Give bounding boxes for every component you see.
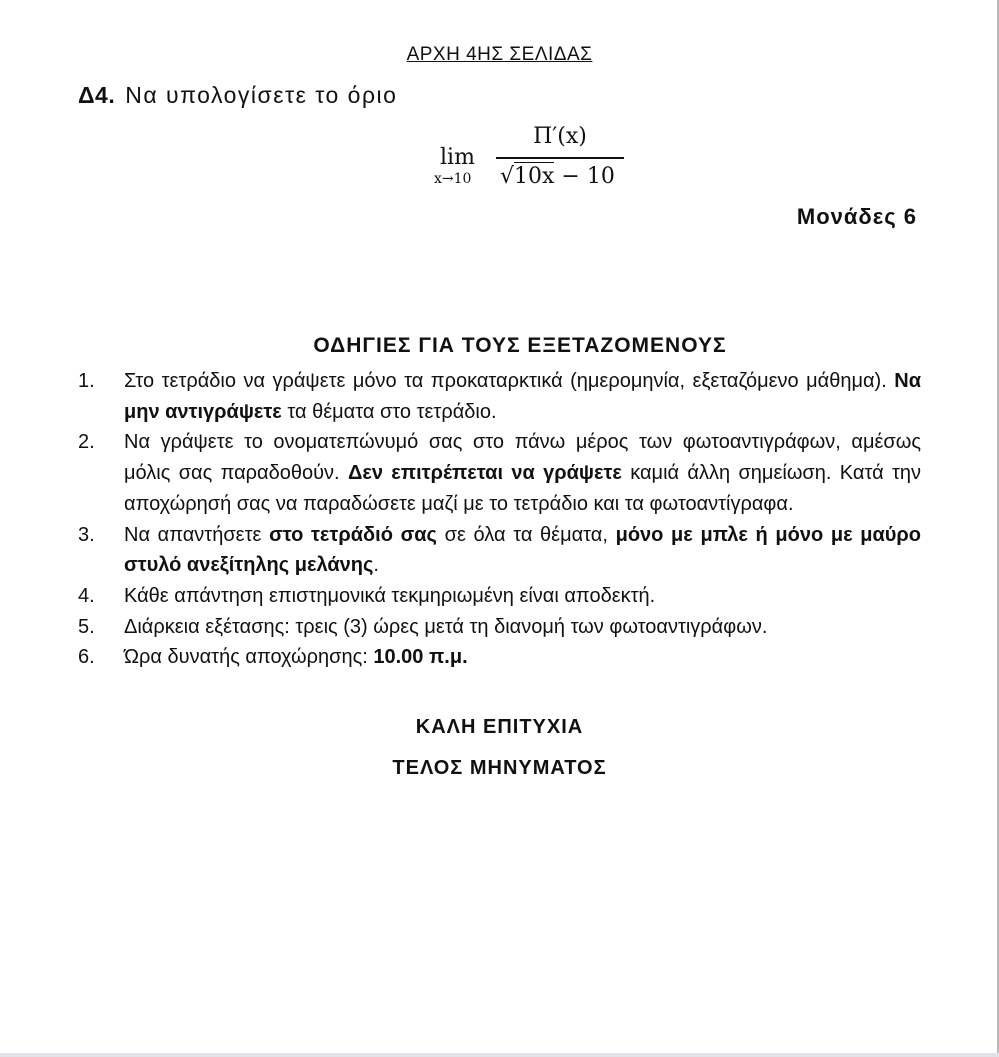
limit-formula — [432, 122, 632, 198]
instruction-number: 5. — [78, 615, 95, 638]
instruction-text: καμιά άλλη σημείωση. Κατά την αποχώρησή σας να παραδώσετε μαζί με το τετράδιο και τα φωτοαντίγραφα. — [124, 462, 922, 515]
instructions-list — [78, 366, 921, 673]
page-header: ΑΡΧΗ 4ΗΣ ΣΕΛΙΔΑΣ — [406, 44, 593, 65]
fraction-denominator — [500, 164, 624, 189]
instruction-number: 1. — [78, 370, 95, 392]
instruction-text: τα θέματα στο τετράδιο. — [281, 400, 497, 423]
fraction — [496, 122, 624, 198]
end-of-message-text: ΤΕΛΟΣ ΜΗΝΥΜΑΤΟΣ — [392, 757, 607, 779]
instruction-bold: στο τετράδιό σας — [269, 523, 437, 546]
question-d4 — [78, 82, 397, 109]
lim-operator: lim — [440, 145, 475, 170]
question-text: Να υπολογίσετε το όριο — [125, 82, 398, 108]
instruction-text: Να γράψετε το ονοματεπώνυμό σας στο πάνω μέρος των φωτοαντιγράφων, αμέσως μόλις σας παραδοθούν. — [124, 431, 921, 485]
instruction-item — [78, 520, 921, 581]
instruction-number: 6. — [78, 646, 95, 669]
instruction-number: 2. — [78, 431, 95, 454]
marks-label: Μονάδες 6 — [796, 204, 917, 229]
instruction-text: σε όλα τα θέματα, — [436, 523, 616, 546]
radicand: 10x — [514, 164, 555, 189]
instruction-item — [78, 612, 921, 643]
instruction-text: Ώρα δυνατής αποχώρησης: — [124, 646, 374, 669]
instruction-bold: Να μην αντιγράψετε — [124, 370, 921, 423]
instruction-text: Στο τετράδιο να γράψετε μόνο τα προκαταρκτικά (ημερομηνία, εξεταζόμενο μάθημα). — [124, 370, 895, 392]
instruction-item — [78, 642, 921, 673]
instruction-text: Κάθε απάντηση επιστημονικά τεκμηριωμένη είναι αποδεκτή. — [124, 584, 656, 607]
instructions-title: ΟΔΗΓΙΕΣ ΓΙΑ ΤΟΥΣ ΕΞΕΤΑΖΟΜΕΝΟΥΣ — [313, 334, 727, 357]
instruction-bold: μόνο με μπλε ή μόνο με μαύρο στυλό ανεξίτηλης μελάνης — [124, 523, 922, 577]
instruction-item — [78, 581, 921, 612]
question-number: Δ4. — [78, 82, 116, 108]
instruction-text: Διάρκεια εξέτασης: τρεις (3) ώρες μετά τη διανομή των φωτοαντιγράφων. — [124, 615, 768, 638]
square-root-sign: √ — [500, 164, 515, 189]
instruction-bold: 10.00 π.μ. — [373, 646, 468, 669]
fraction-numerator: Π′(x) — [533, 124, 587, 149]
instruction-item — [78, 366, 921, 427]
lim-subscript: x→10 — [434, 171, 472, 187]
instruction-text: Να απαντήσετε — [124, 523, 270, 546]
instruction-number: 4. — [78, 584, 95, 607]
instruction-number: 3. — [78, 523, 95, 546]
instruction-item — [78, 427, 921, 519]
good-luck-text: ΚΑΛΗ ΕΠΙΤΥΧΙΑ — [415, 716, 584, 738]
minus-term: − 10 — [554, 164, 615, 189]
instruction-text: . — [373, 554, 379, 577]
fraction-bar — [496, 157, 624, 159]
page-bottom-border — [0, 1053, 999, 1057]
instruction-bold: Δεν επιτρέπεται να γράψετε — [347, 462, 622, 485]
